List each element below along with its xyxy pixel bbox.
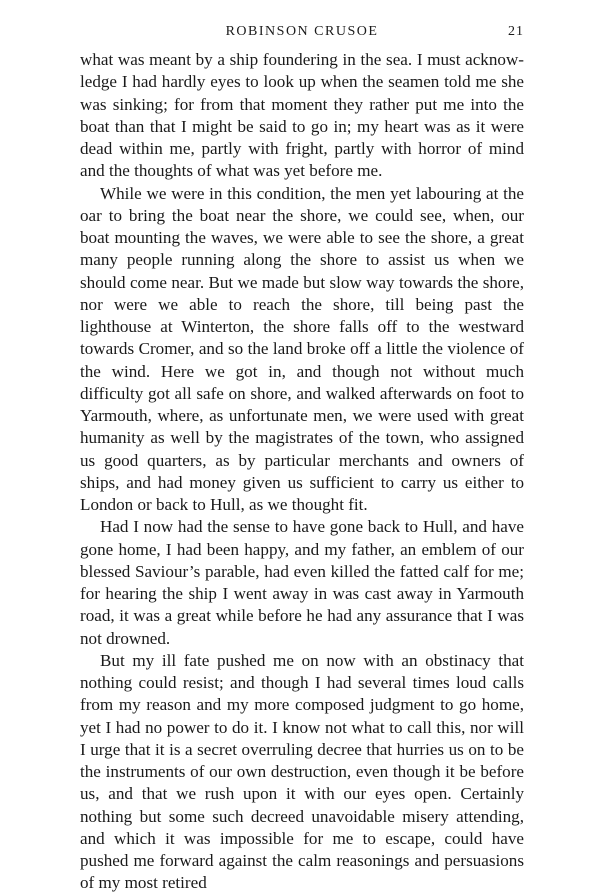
paragraph: But my ill fate pushed me on now with an obstinacy that nothing could resist; and though I had several times loud calls from my reason and my more composed judgment to go home, yet I had no power to do it. I know not what to call this, nor will I urge that it is a secret overruling decree that hurries us on to be the instruments of our own destruction, even though it be before us, and that we rush upon it with our eyes open. Certainly nothing but some such decreed unavoidable misery attending, and which it was impossible for me to escape, could have pushed me forward against the calm reasonings and persuasions of my most retired	[80, 650, 524, 893]
running-head	[80, 22, 524, 44]
paragraph: Had I now had the sense to have gone back to Hull, and have gone home, I had been happy, and my father, an emblem of our blessed Saviour’s parable, had even killed the fatted calf for me; for hearing the ship I went away in was cast away in Yarmouth road, it was a great while before he had any assurance that I was not drowned.	[80, 517, 524, 648]
running-title: ROBINSON CRUSOE	[225, 24, 379, 39]
paragraph-continued: what was meant by a ship foundering in the sea. I must acknowledge I had hardly eyes to look up when the seamen told me she was sinking; for from that moment they rather put me into the boat than that I might be said to go in; my heart was as it were dead within me, partly with fright, partly with horror of mind and the thoughts of what was yet before me.	[80, 50, 524, 181]
page-number: 21	[508, 24, 524, 39]
paragraph: While we were in this condition, the men yet labouring at the oar to bring the boat near the shore, we could see, when, our boat mounting the waves, we were able to see the shore, a great many people running along the shore to assist us when we should come near. But we made but slow way towards the shore, nor were we able to reach the shore, till being past the lighthouse at Winterton, the shore falls off to the westward towards Cromer, and so the land broke off a little the violence of the wind. Here we got in, and though not without much difficulty got all safe on shore, and walked afterwards on foot to Yarmouth, where, as unfortunate men, we were used with great humanity as well by the magistrates of the town, who assigned us good quarters, as by particular merchants and owners of ships, and had money given us sufficient to carry us either to London or back to Hull, as we thought fit.	[80, 183, 524, 514]
body-text	[80, 49, 524, 895]
